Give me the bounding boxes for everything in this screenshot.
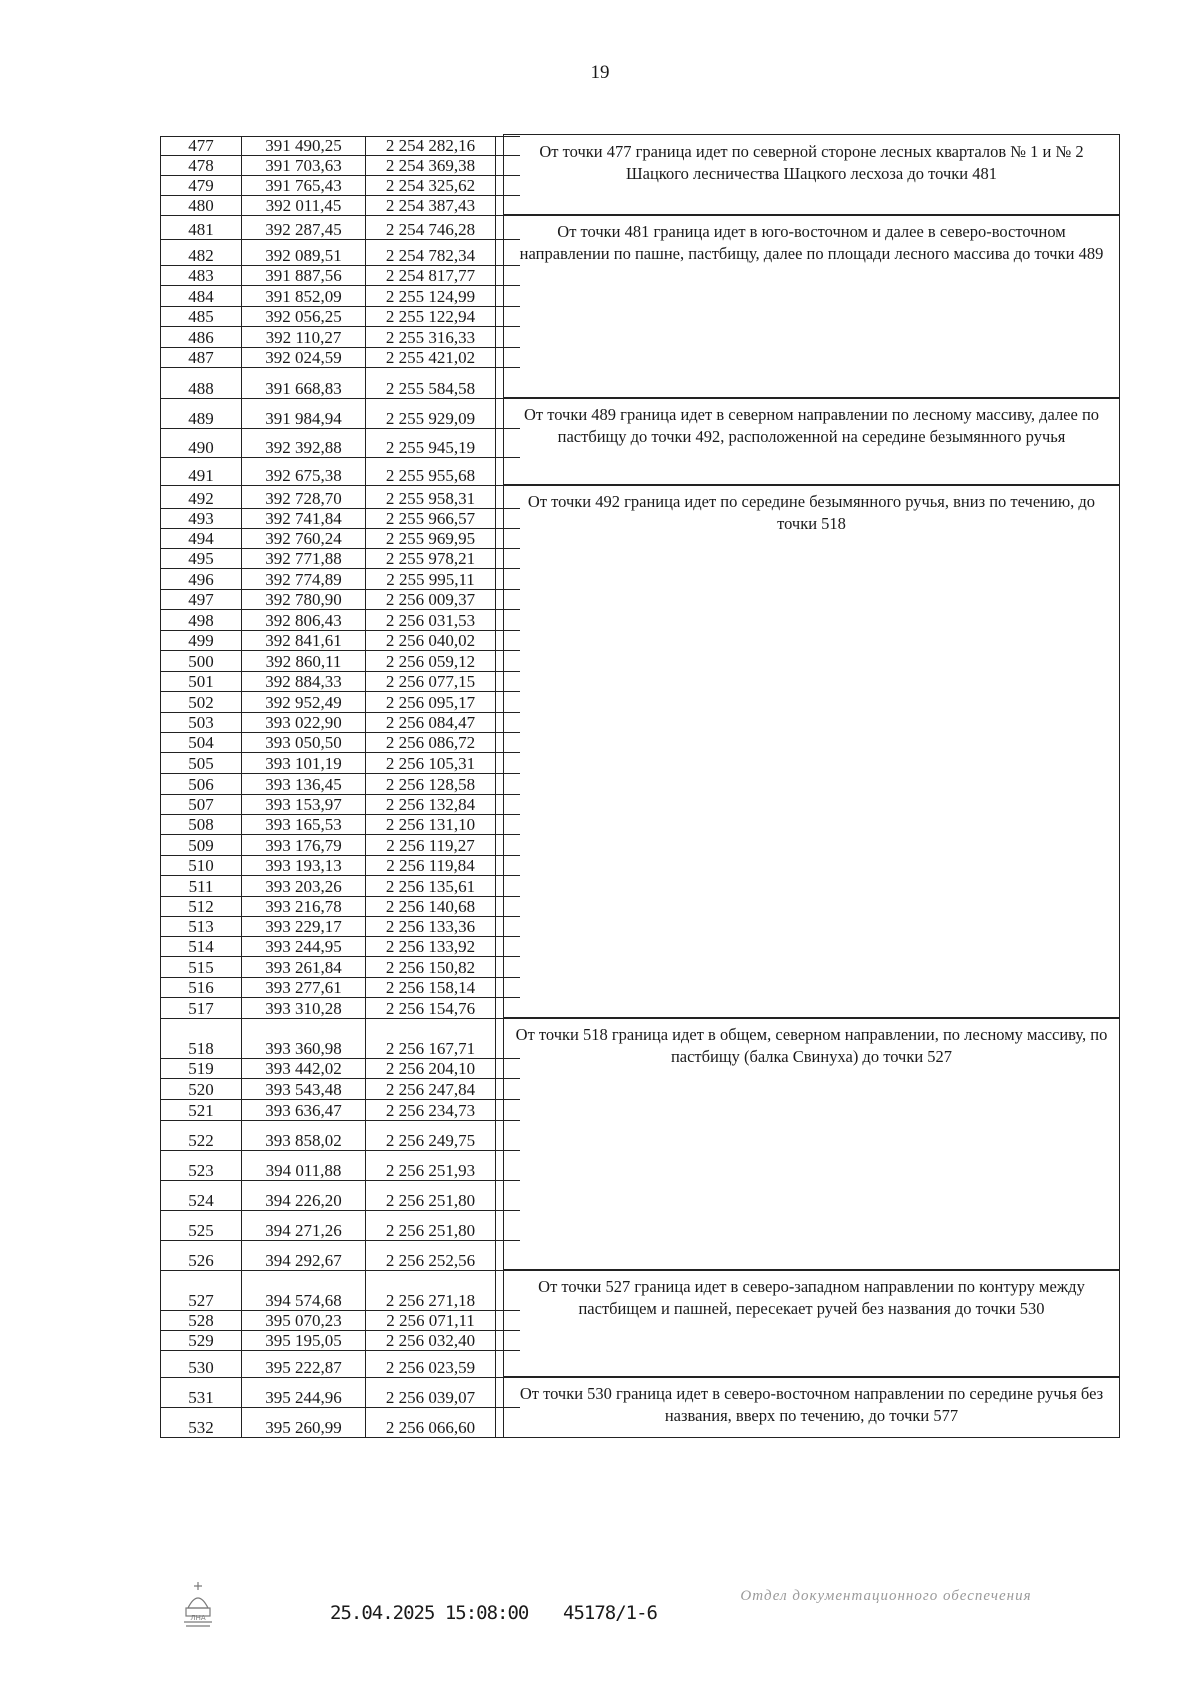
y-coordinate-cell: 2 255 929,09: [366, 399, 496, 428]
y-coordinate-cell: 2 256 032,40: [366, 1331, 496, 1350]
x-coordinate-cell: 391 668,83: [242, 368, 366, 398]
x-coordinate-cell: 392 780,90: [242, 590, 366, 609]
x-coordinate-cell: 393 310,28: [242, 998, 366, 1018]
table-row: [160, 327, 520, 348]
table-row: [160, 240, 520, 266]
y-coordinate-cell: 2 254 817,77: [366, 266, 496, 285]
table-row: [160, 399, 520, 429]
y-coordinate-cell: 2 255 124,99: [366, 286, 496, 306]
table-row: [160, 795, 520, 815]
y-coordinate-cell: 2 256 009,37: [366, 590, 496, 609]
point-number-cell: 479: [160, 176, 242, 195]
table-row: [160, 266, 520, 286]
y-coordinate-cell: 2 256 095,17: [366, 692, 496, 712]
x-coordinate-cell: 392 774,89: [242, 569, 366, 589]
x-coordinate-cell: 392 110,27: [242, 327, 366, 347]
y-coordinate-cell: 2 256 154,76: [366, 998, 496, 1018]
point-number-cell: 477: [160, 137, 242, 155]
coordinates-grid: [160, 136, 1120, 1438]
y-coordinate-cell: 2 256 132,84: [366, 795, 496, 814]
point-number-cell: 513: [160, 917, 242, 936]
table-row: [160, 429, 520, 458]
y-coordinate-cell: 2 256 133,92: [366, 937, 496, 956]
point-number-cell: 520: [160, 1079, 242, 1099]
x-coordinate-cell: 391 984,94: [242, 399, 366, 428]
point-number-cell: 518: [160, 1019, 242, 1058]
x-coordinate-cell: 393 165,53: [242, 815, 366, 834]
point-number-cell: 522: [160, 1121, 242, 1150]
point-number-cell: 526: [160, 1241, 242, 1270]
table-row: [160, 1271, 520, 1311]
x-coordinate-cell: 393 101,19: [242, 753, 366, 773]
y-coordinate-cell: 2 256 023,59: [366, 1351, 496, 1377]
table-row: [160, 1331, 520, 1351]
table-row: [160, 815, 520, 835]
boundary-description: От точки 481 граница идет в юго-восточном и далее в северо-восточном направлении по пашне, пастбищу, далее по площади лесного массива до точки 489: [503, 214, 1120, 399]
point-number-cell: 494: [160, 529, 242, 548]
y-coordinate-cell: 2 256 059,12: [366, 651, 496, 671]
y-coordinate-cell: 2 255 955,68: [366, 458, 496, 485]
x-coordinate-cell: 393 442,02: [242, 1059, 366, 1078]
table-row: [160, 753, 520, 774]
point-number-cell: 498: [160, 610, 242, 630]
y-coordinate-cell: 2 254 746,28: [366, 216, 496, 239]
y-coordinate-cell: 2 255 584,58: [366, 368, 496, 398]
point-number-cell: 504: [160, 733, 242, 752]
x-coordinate-cell: 393 543,48: [242, 1079, 366, 1099]
x-coordinate-cell: 392 760,24: [242, 529, 366, 548]
point-number-cell: 529: [160, 1331, 242, 1350]
y-coordinate-cell: 2 256 084,47: [366, 713, 496, 732]
table-row: [160, 529, 520, 549]
point-number-cell: 485: [160, 307, 242, 326]
x-coordinate-cell: 392 841,61: [242, 631, 366, 650]
x-coordinate-cell: 391 490,25: [242, 137, 366, 155]
point-number-cell: 531: [160, 1378, 242, 1407]
y-coordinate-cell: 2 256 251,80: [366, 1211, 496, 1240]
point-number-cell: 489: [160, 399, 242, 428]
table-row: [160, 549, 520, 569]
table-row: [160, 176, 520, 196]
point-number-cell: 528: [160, 1311, 242, 1330]
y-coordinate-cell: 2 256 135,61: [366, 876, 496, 896]
table-row: [160, 897, 520, 917]
table-row: [160, 1019, 520, 1059]
point-number-cell: 490: [160, 429, 242, 457]
boundary-description: От точки 530 граница идет в северо-восточном направлении по середине ручья без названия, вверх по течению, до точки 577: [503, 1376, 1120, 1438]
point-number-cell: 516: [160, 978, 242, 997]
table-row: [160, 998, 520, 1019]
y-coordinate-cell: 2 254 282,16: [366, 137, 496, 155]
x-coordinate-cell: 392 392,88: [242, 429, 366, 457]
point-number-cell: 524: [160, 1181, 242, 1210]
point-number-cell: 527: [160, 1271, 242, 1310]
table-row: [160, 774, 520, 795]
x-coordinate-cell: 392 675,38: [242, 458, 366, 485]
point-number-cell: 500: [160, 651, 242, 671]
table-row: [160, 348, 520, 368]
x-coordinate-cell: 393 244,95: [242, 937, 366, 956]
x-coordinate-cell: 392 884,33: [242, 672, 366, 691]
y-coordinate-cell: 2 256 251,93: [366, 1151, 496, 1180]
point-number-cell: 481: [160, 216, 242, 239]
point-number-cell: 480: [160, 196, 242, 215]
point-number-cell: 496: [160, 569, 242, 589]
point-number-cell: 482: [160, 240, 242, 265]
y-coordinate-cell: 2 256 077,15: [366, 672, 496, 691]
x-coordinate-cell: 393 277,61: [242, 978, 366, 997]
x-coordinate-cell: 394 271,26: [242, 1211, 366, 1240]
point-number-cell: 506: [160, 774, 242, 794]
table-row: [160, 1079, 520, 1100]
point-number-cell: 523: [160, 1151, 242, 1180]
table-row: [160, 1181, 520, 1211]
x-coordinate-cell: 392 024,59: [242, 348, 366, 367]
point-number-cell: 515: [160, 957, 242, 977]
x-coordinate-cell: 393 136,45: [242, 774, 366, 794]
y-coordinate-cell: 2 255 945,19: [366, 429, 496, 457]
x-coordinate-cell: 392 860,11: [242, 651, 366, 671]
table-row: [160, 610, 520, 631]
point-number-cell: 512: [160, 897, 242, 916]
y-coordinate-cell: 2 256 249,75: [366, 1121, 496, 1150]
y-coordinate-cell: 2 256 071,11: [366, 1311, 496, 1330]
point-number-cell: 510: [160, 856, 242, 875]
x-coordinate-cell: 393 636,47: [242, 1100, 366, 1120]
y-coordinate-cell: 2 256 039,07: [366, 1378, 496, 1407]
table-row: [160, 1151, 520, 1181]
table-row: [160, 937, 520, 957]
x-coordinate-cell: 395 244,96: [242, 1378, 366, 1407]
table-row: [160, 1211, 520, 1241]
y-coordinate-cell: 2 256 066,60: [366, 1408, 496, 1437]
table-row: [160, 713, 520, 733]
y-coordinate-cell: 2 256 128,58: [366, 774, 496, 794]
y-coordinate-cell: 2 256 204,10: [366, 1059, 496, 1078]
point-number-cell: 507: [160, 795, 242, 814]
y-coordinate-cell: 2 256 234,73: [366, 1100, 496, 1120]
y-coordinate-cell: 2 256 086,72: [366, 733, 496, 752]
point-number-cell: 505: [160, 753, 242, 773]
x-coordinate-cell: 395 195,05: [242, 1331, 366, 1350]
y-coordinate-cell: 2 255 995,11: [366, 569, 496, 589]
table-row: [160, 286, 520, 307]
point-number-cell: 478: [160, 156, 242, 175]
table-row: [160, 136, 520, 156]
point-number-cell: 525: [160, 1211, 242, 1240]
boundary-description: От точки 489 граница идет в северном направлении по лесному массиву, далее по пастбищу до точки 492, расположенной на середине безымянного ручья: [503, 397, 1120, 486]
y-coordinate-cell: 2 256 167,71: [366, 1019, 496, 1058]
y-coordinate-cell: 2 255 421,02: [366, 348, 496, 367]
x-coordinate-cell: 393 050,50: [242, 733, 366, 752]
x-coordinate-cell: 393 153,97: [242, 795, 366, 814]
table-row: [160, 1311, 520, 1331]
point-number-cell: 519: [160, 1059, 242, 1078]
y-coordinate-cell: 2 256 140,68: [366, 897, 496, 916]
y-coordinate-cell: 2 255 978,21: [366, 549, 496, 568]
table-row: [160, 569, 520, 590]
table-row: [160, 631, 520, 651]
x-coordinate-cell: 393 203,26: [242, 876, 366, 896]
y-coordinate-cell: 2 256 251,80: [366, 1181, 496, 1210]
x-coordinate-cell: 393 193,13: [242, 856, 366, 875]
point-number-cell: 484: [160, 286, 242, 306]
x-coordinate-cell: 394 292,67: [242, 1241, 366, 1270]
y-coordinate-cell: 2 254 387,43: [366, 196, 496, 215]
table-row: [160, 1408, 520, 1438]
table-row: [160, 651, 520, 672]
point-number-cell: 483: [160, 266, 242, 285]
point-number-cell: 491: [160, 458, 242, 485]
x-coordinate-cell: 392 056,25: [242, 307, 366, 326]
table-row: [160, 590, 520, 610]
table-row: [160, 486, 520, 509]
department-stamp: Отдел документационного обеспечения: [740, 1588, 1032, 1604]
table-row: [160, 509, 520, 529]
y-coordinate-cell: 2 254 782,34: [366, 240, 496, 265]
table-row: [160, 692, 520, 713]
table-row: [160, 672, 520, 692]
y-coordinate-cell: 2 254 325,62: [366, 176, 496, 195]
y-coordinate-cell: 2 256 247,84: [366, 1079, 496, 1099]
footer-document-code: 45178/1-6: [563, 1602, 657, 1624]
footer-datetime: 25.04.2025 15:08:00: [330, 1602, 529, 1624]
svg-text:ЛНА: ЛНА: [190, 1614, 206, 1622]
coordinates-table: [160, 136, 1120, 1438]
y-coordinate-cell: 2 256 040,02: [366, 631, 496, 650]
table-row: [160, 216, 520, 240]
point-number-cell: 511: [160, 876, 242, 896]
table-row: [160, 1100, 520, 1121]
x-coordinate-cell: 392 011,45: [242, 196, 366, 215]
x-coordinate-cell: 394 011,88: [242, 1151, 366, 1180]
page-number: 19: [590, 62, 610, 83]
boundary-description: От точки 518 граница идет в общем, северном направлении, по лесному массиву, по пастбищу (балка Свинуха) до точки 527: [503, 1017, 1120, 1271]
point-number-cell: 517: [160, 998, 242, 1018]
table-row: [160, 957, 520, 978]
y-coordinate-cell: 2 256 133,36: [366, 917, 496, 936]
x-coordinate-cell: 392 771,88: [242, 549, 366, 568]
x-coordinate-cell: 392 806,43: [242, 610, 366, 630]
x-coordinate-cell: 393 176,79: [242, 835, 366, 855]
table-row: [160, 917, 520, 937]
table-row: [160, 156, 520, 176]
y-coordinate-cell: 2 255 316,33: [366, 327, 496, 347]
table-row: [160, 368, 520, 399]
boundary-description: От точки 527 граница идет в северо-западном направлении по контуру между пастбищем и пашней, пересекает ручей без названия до точки 530: [503, 1269, 1120, 1378]
table-row: [160, 835, 520, 856]
logo-icon: [180, 1578, 216, 1630]
point-number-cell: 497: [160, 590, 242, 609]
table-row: [160, 458, 520, 486]
point-number-cell: 501: [160, 672, 242, 691]
x-coordinate-cell: 393 216,78: [242, 897, 366, 916]
x-coordinate-cell: 394 226,20: [242, 1181, 366, 1210]
y-coordinate-cell: 2 255 958,31: [366, 486, 496, 508]
y-coordinate-cell: 2 255 122,94: [366, 307, 496, 326]
x-coordinate-cell: 392 741,84: [242, 509, 366, 528]
point-number-cell: 487: [160, 348, 242, 367]
x-coordinate-cell: 393 022,90: [242, 713, 366, 732]
y-coordinate-cell: 2 256 131,10: [366, 815, 496, 834]
boundary-description: От точки 492 граница идет по середине безымянного ручья, вниз по течению, до точки 518: [503, 484, 1120, 1019]
table-row: [160, 1241, 520, 1271]
x-coordinate-cell: 391 887,56: [242, 266, 366, 285]
y-coordinate-cell: 2 256 031,53: [366, 610, 496, 630]
x-coordinate-cell: 392 287,45: [242, 216, 366, 239]
x-coordinate-cell: 393 360,98: [242, 1019, 366, 1058]
y-coordinate-cell: 2 256 252,56: [366, 1241, 496, 1270]
point-number-cell: 509: [160, 835, 242, 855]
point-number-cell: 486: [160, 327, 242, 347]
table-row: [160, 733, 520, 753]
x-coordinate-cell: 392 952,49: [242, 692, 366, 712]
boundary-description: От точки 477 граница идет по северной стороне лесных кварталов № 1 и № 2 Шацкого лесничества Шацкого лесхоза до точки 481: [503, 134, 1120, 216]
y-coordinate-cell: 2 256 119,84: [366, 856, 496, 875]
y-coordinate-cell: 2 256 271,18: [366, 1271, 496, 1310]
point-number-cell: 521: [160, 1100, 242, 1120]
x-coordinate-cell: 391 703,63: [242, 156, 366, 175]
point-number-cell: 530: [160, 1351, 242, 1377]
y-coordinate-cell: 2 255 966,57: [366, 509, 496, 528]
y-coordinate-cell: 2 256 158,14: [366, 978, 496, 997]
x-coordinate-cell: 392 089,51: [242, 240, 366, 265]
y-coordinate-cell: 2 256 150,82: [366, 957, 496, 977]
x-coordinate-cell: 391 765,43: [242, 176, 366, 195]
x-coordinate-cell: 393 261,84: [242, 957, 366, 977]
point-number-cell: 532: [160, 1408, 242, 1437]
x-coordinate-cell: 395 260,99: [242, 1408, 366, 1437]
table-row: [160, 1059, 520, 1079]
table-row: [160, 978, 520, 998]
x-coordinate-cell: 395 222,87: [242, 1351, 366, 1377]
y-coordinate-cell: 2 256 119,27: [366, 835, 496, 855]
table-row: [160, 856, 520, 876]
table-row: [160, 1378, 520, 1408]
point-number-cell: 508: [160, 815, 242, 834]
point-number-cell: 514: [160, 937, 242, 956]
point-number-cell: 495: [160, 549, 242, 568]
point-number-cell: 488: [160, 368, 242, 398]
x-coordinate-cell: 395 070,23: [242, 1311, 366, 1330]
x-coordinate-cell: 392 728,70: [242, 486, 366, 508]
point-number-cell: 492: [160, 486, 242, 508]
point-number-cell: 499: [160, 631, 242, 650]
x-coordinate-cell: 394 574,68: [242, 1271, 366, 1310]
table-row: [160, 307, 520, 327]
point-number-cell: 493: [160, 509, 242, 528]
y-coordinate-cell: 2 254 369,38: [366, 156, 496, 175]
table-row: [160, 196, 520, 216]
table-row: [160, 1121, 520, 1151]
point-number-cell: 503: [160, 713, 242, 732]
y-coordinate-cell: 2 255 969,95: [366, 529, 496, 548]
x-coordinate-cell: 393 229,17: [242, 917, 366, 936]
x-coordinate-cell: 391 852,09: [242, 286, 366, 306]
table-row: [160, 1351, 520, 1378]
y-coordinate-cell: 2 256 105,31: [366, 753, 496, 773]
x-coordinate-cell: 393 858,02: [242, 1121, 366, 1150]
point-number-cell: 502: [160, 692, 242, 712]
table-row: [160, 876, 520, 897]
